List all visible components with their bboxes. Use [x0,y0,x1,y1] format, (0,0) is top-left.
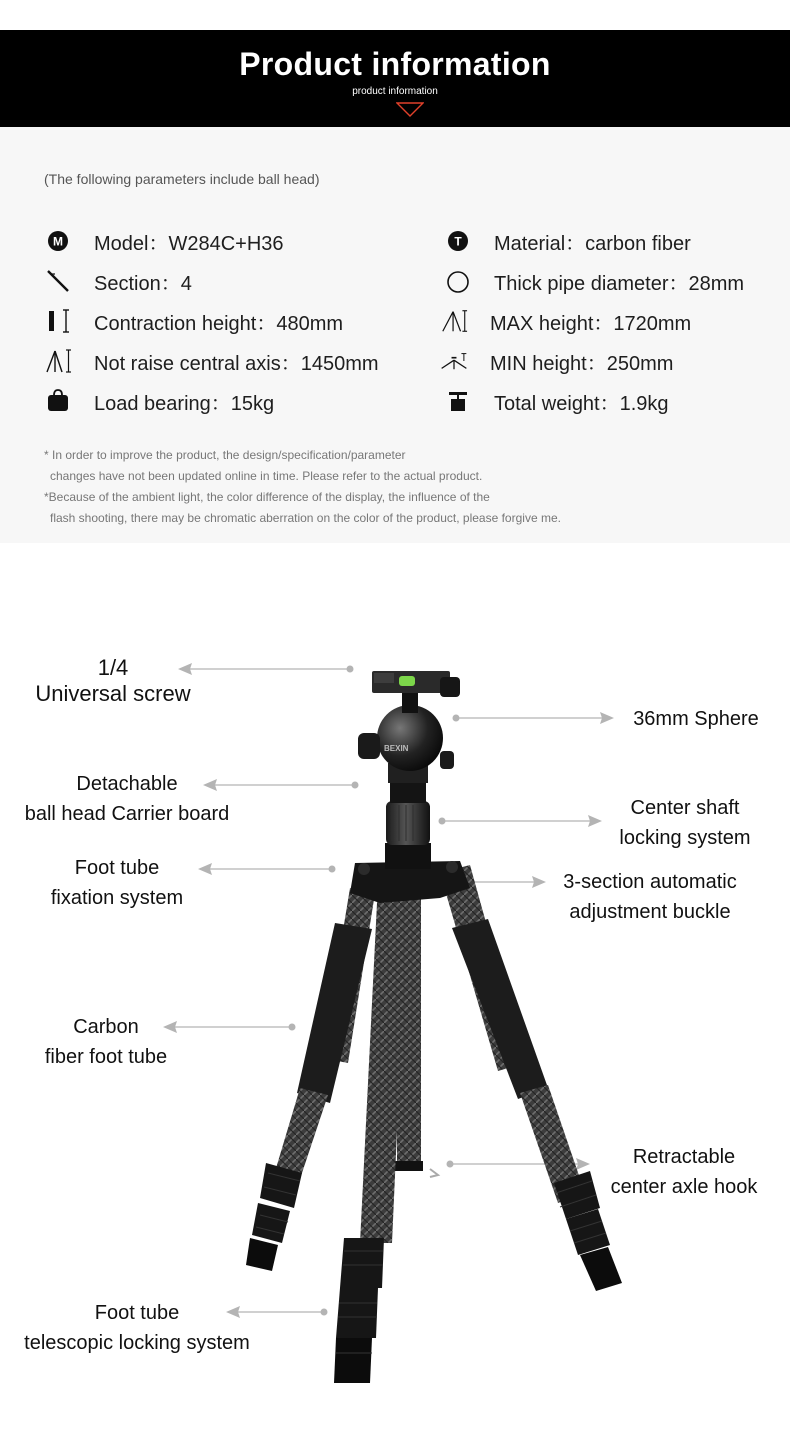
material-icon [444,228,472,254]
spec-model: M Model：W284C+H36 [44,228,284,254]
header-banner [0,30,790,127]
right-leg [440,865,622,1291]
spec-material: T Material：carbon fiber [444,228,691,254]
spec-min-height: MIN height：250mm [440,348,673,374]
spec-contraction-height: Contraction height：480mm [44,308,343,334]
label-36mm-sphere: 36mm Sphere [633,708,759,730]
spec-pipe-diameter: Thick pipe diameter：28mm [444,268,744,294]
label-retractable-hook: Retractable center axle hook [610,1146,758,1198]
pipe-diameter-icon [444,268,472,294]
spec-total-weight: Total weight：1.9kg [444,388,669,414]
svg-text:T: T [454,234,462,249]
column-lock [386,781,430,845]
spec-load-bearing: Load bearing：15kg [44,388,274,414]
head-brand: BEXIN [384,744,409,753]
banner-subtitle: product information [352,86,438,97]
min-height-icon [440,348,468,374]
label-3-section-buckle: 3-section automatic adjustment buckle [563,871,737,923]
max-height-icon [440,308,468,334]
disclaimer-line: *Because of the ambient light, the color difference of the display, the influence of the [44,490,490,504]
leg-hub [350,843,470,903]
spec-section: Section：4 [44,268,192,294]
section-icon [44,268,72,294]
spec-max-height: MAX height：1720mm [440,308,691,334]
disclaimer-line: * In order to improve the product, the design/specification/parameter [44,448,406,462]
left-leg [246,888,375,1271]
banner-title: Product information [239,46,551,82]
ball-head [358,671,460,783]
tripod-icon [44,348,72,374]
svg-text:M: M [53,234,63,249]
spec-panel [0,127,790,543]
load-bearing-icon [44,388,72,414]
label-carbon-fiber-foot-tube: Carbon fiber foot tube [44,1016,168,1068]
contraction-height-icon [44,308,72,334]
spec-note: (The following parameters include ball head) [44,171,320,187]
disclaimer [44,445,561,529]
weight-icon [444,388,472,414]
spec-not-raise-central-axis: Not raise central axis：1450mm [44,348,379,374]
tripod-diagram [0,543,790,1446]
label-center-shaft-locking: Center shaft locking system [619,797,751,849]
label-foot-tube-telescopic: Foot tube telescopic locking system [24,1302,250,1354]
disclaimer-line: changes have not been updated online in time. Please refer to the actual product. [50,469,483,483]
label-universal-screw: 1/4 Universal screw [35,655,191,706]
disclaimer-line: flash shooting, there may be chromatic aberration on the color of the product, please forgive me. [50,511,561,525]
label-detachable-ball-head: Detachable ball head Carrier board [24,773,230,825]
model-icon [44,228,72,254]
chevron-down-icon [396,102,424,118]
label-foot-tube-fixation: Foot tube fixation system [50,857,184,909]
